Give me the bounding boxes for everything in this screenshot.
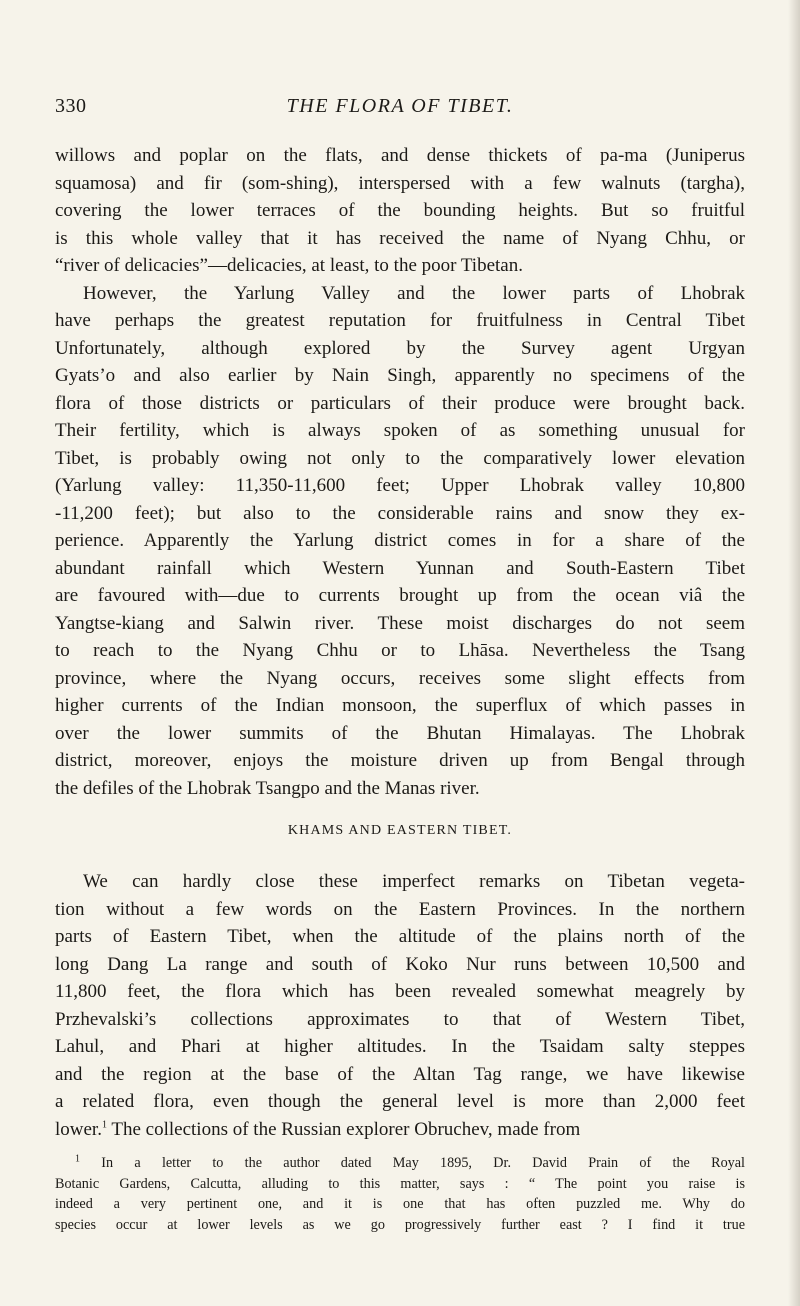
paragraph-nyang-chhu bbox=[55, 142, 745, 280]
text-line: Lahul, and Phari at higher altitudes. In the Tsaidam salty steppes bbox=[55, 1036, 745, 1057]
text-line: higher currents of the Indian monsoon, the superflux of which passes in bbox=[55, 695, 745, 716]
text-line: tion without a few words on the Eastern Provinces. In the northern bbox=[55, 898, 745, 920]
text-line: Unfortunately, although explored by the Survey agent Urgyan bbox=[55, 337, 745, 359]
footnote-text: In a letter to the author dated May 1895, Dr. David Prain of the Royal bbox=[101, 1155, 746, 1171]
text-fragment: lower. bbox=[55, 1118, 102, 1140]
text-line: covering the lower terraces of the bounding heights. But so fruitful bbox=[55, 200, 745, 221]
section-heading: KHAMS AND EASTERN TIBET. bbox=[287, 823, 513, 838]
text-line: “river of delicacies”—delicacies, at least, to the poor Tibetan. bbox=[55, 255, 523, 276]
text-line: parts of Eastern Tibet, when the altitude of the plains north of the bbox=[55, 926, 745, 947]
running-title: THE FLORA OF TIBET. bbox=[286, 95, 514, 117]
text-line bbox=[55, 1116, 745, 1144]
footnote-line: species occur at lower levels as we go progressively further east ? I find it true bbox=[55, 1216, 745, 1233]
text-line: have perhaps the greatest reputation for fruitfulness in Central Tibet bbox=[55, 310, 745, 331]
footnotes bbox=[55, 1153, 745, 1235]
paragraph-yarlung bbox=[55, 280, 745, 803]
footnote-line bbox=[55, 1153, 745, 1174]
text-line: squamosa) and fir (som-shing), interspersed with a few walnuts (targha), bbox=[55, 172, 745, 194]
text-line: are favoured with—due to currents brought up from the ocean viâ the bbox=[55, 585, 745, 606]
text-line: perience. Apparently the Yarlung district comes in for a share of the bbox=[55, 530, 745, 551]
text-line: -11,200 feet); but also to the considerable rains and snow they ex- bbox=[55, 502, 745, 524]
text-line: district, moreover, enjoys the moisture driven up from Bengal through bbox=[55, 750, 745, 771]
text-line: is this whole valley that it has received the name of Nyang Chhu, or bbox=[55, 227, 745, 249]
text-line: flora of those districts or particulars of their produce were brought back. bbox=[55, 392, 745, 414]
text-line: a related flora, even though the general level is more than 2,000 feet bbox=[55, 1091, 745, 1112]
footnote-line: indeed a very pertinent one, and it is one that has often puzzled me. Why do bbox=[55, 1196, 745, 1212]
page-header bbox=[55, 95, 745, 125]
text-line: and the region at the base of the Altan Tag range, we have likewise bbox=[55, 1063, 745, 1085]
text-line: Gyats’o and also earlier by Nain Singh, apparently no specimens of the bbox=[55, 365, 745, 386]
text-line: However, the Yarlung Valley and the lower parts of Lhobrak bbox=[83, 282, 745, 304]
text-line: 11,800 feet, the flora which has been revealed somewhat meagrely by bbox=[55, 981, 745, 1002]
paragraph-eastern-provinces bbox=[55, 868, 745, 1143]
text-fragment: The collections of the Russian explorer Obruchev, made from bbox=[106, 1118, 581, 1140]
text-line: to reach to the Nyang Chhu or to Lhāsa. Nevertheless the Tsang bbox=[55, 640, 745, 661]
page-edge-shadow bbox=[788, 0, 800, 1306]
text-line: Their fertility, which is always spoken of as something unusual for bbox=[55, 420, 745, 441]
text-line: We can hardly close these imperfect remarks on Tibetan vegeta- bbox=[83, 871, 745, 892]
text-line: long Dang La range and south of Koko Nur runs between 10,500 and bbox=[55, 953, 745, 975]
text-line: Tibet, is probably owing not only to the comparatively lower elevation bbox=[55, 447, 745, 469]
text-line: (Yarlung valley: 11,350-11,600 feet; Upper Lhobrak valley 10,800 bbox=[55, 475, 745, 496]
footnote-reference: 1 bbox=[101, 1119, 107, 1131]
text-line: province, where the Nyang occurs, receives some slight effects from bbox=[55, 667, 745, 689]
text-line: over the lower summits of the Bhutan Himalayas. The Lhobrak bbox=[55, 722, 745, 744]
page-number: 330 bbox=[55, 95, 87, 117]
body-text bbox=[55, 142, 745, 1143]
text-line: Przhevalski’s collections approximates to that of Western Tibet, bbox=[55, 1008, 745, 1030]
text-line: abundant rainfall which Western Yunnan and South-Eastern Tibet bbox=[55, 557, 745, 579]
footnote-line: Botanic Gardens, Calcutta, alluding to this matter, says : “ The point you raise is bbox=[55, 1175, 745, 1192]
text-line: the defiles of the Lhobrak Tsangpo and the Manas river. bbox=[55, 777, 480, 799]
footnote-marker: 1 bbox=[75, 1153, 80, 1165]
text-line: Yangtse-kiang and Salwin river. These moist discharges do not seem bbox=[55, 612, 745, 634]
text-line: willows and poplar on the flats, and dense thickets of pa-ma (Juniperus bbox=[55, 145, 745, 166]
